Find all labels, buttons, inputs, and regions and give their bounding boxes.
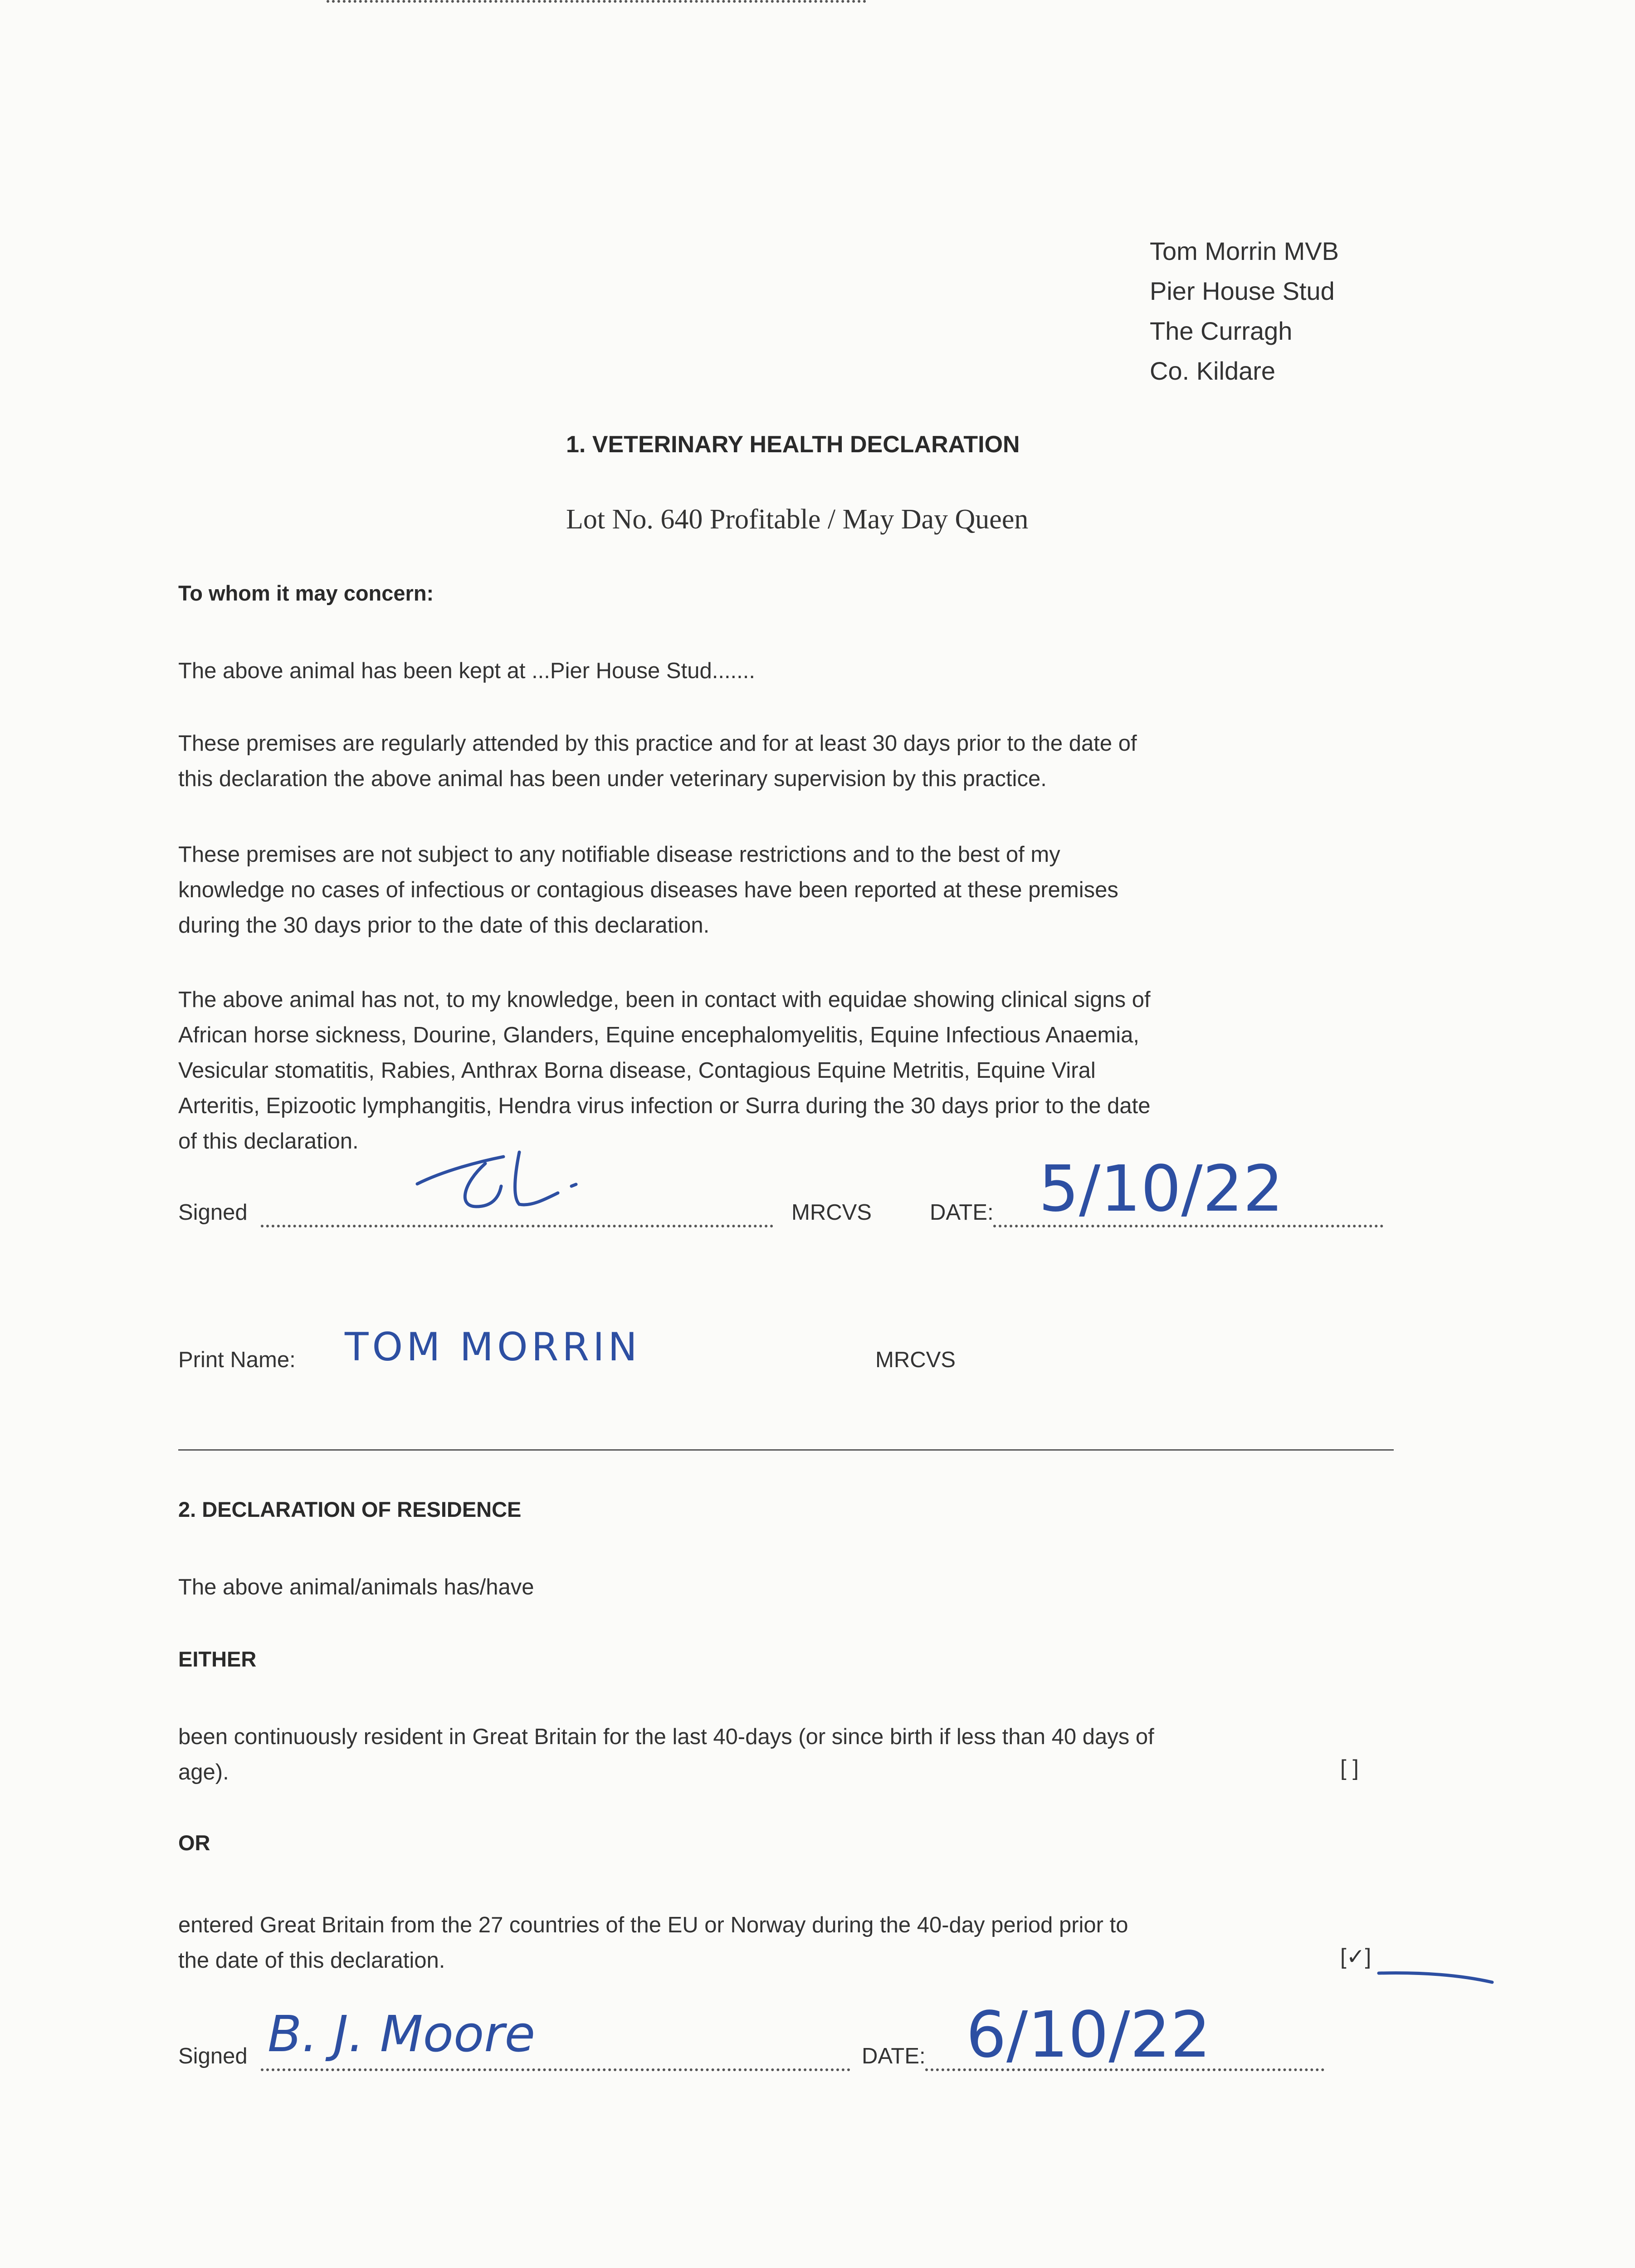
para-restrictions-line: knowledge no cases of infectious or contagious diseases have been reported at these premises (178, 878, 1118, 902)
para-contact-line: The above animal has not, to my knowledge, been in contact with equidae showing clinical signs of (178, 987, 1151, 1012)
para-kept-at-text: The above animal has been kept at ...Pier House Stud....... (178, 659, 756, 683)
para-kept-at (178, 653, 1403, 689)
option2-line: entered Great Britain from the 27 countries of the EU or Norway during the 40-day period prior to (178, 1913, 1128, 1937)
para-attendance-line: These premises are regularly attended by this practice and for at least 30 days prior to the date of (178, 731, 1137, 756)
address-line-4: Co. Kildare (1150, 357, 1276, 385)
print-name-value: TOM MORRIN (345, 1325, 641, 1370)
section-divider (178, 1449, 1394, 1451)
mrcvs-label: MRCVS (791, 1200, 872, 1225)
para-contact-line: Arteritis, Epizootic lymphangitis, Hendra virus infection or Surra during the 30 days prior to the date (178, 1094, 1151, 1118)
vet-date: 5/10/22 (1039, 1152, 1284, 1226)
option1-text (178, 1719, 1403, 1790)
option2-line: the date of this declaration. (178, 1948, 445, 1973)
print-name-label: Print Name: (178, 1348, 296, 1372)
resident-signature: B. J. Moore (268, 2005, 536, 2063)
para-restrictions (178, 837, 1403, 943)
option2-text (178, 1907, 1403, 1978)
or-label: OR (178, 1831, 210, 1855)
lot-line: Lot No. 640 Profitable / May Day Queen (566, 504, 1029, 535)
section1-title: 1. VETERINARY HEALTH DECLARATION (566, 431, 1020, 458)
para-restrictions-line: during the 30 days prior to the date of this declaration. (178, 913, 710, 938)
residence-intro (178, 1569, 1403, 1605)
address-line-3: The Curragh (1150, 317, 1293, 345)
para-contact-line: of this declaration. (178, 1129, 359, 1154)
option2-checkbox[interactable]: [✓] (1340, 1945, 1371, 1969)
print-mrcvs-label: MRCVS (875, 1348, 956, 1372)
para-attendance (178, 726, 1403, 797)
address-line-1: Tom Morrin MVB (1150, 237, 1339, 265)
vet-signature (408, 1143, 612, 1234)
option1-line: been continuously resident in Great Britain for the last 40-days (or since birth if less than 40 days of (178, 1725, 1154, 1749)
check-stroke (1379, 1969, 1497, 1987)
date-label-2: DATE: (862, 2044, 926, 2068)
resident-date: 6/10/22 (966, 1998, 1211, 2072)
address-block (1150, 231, 1339, 391)
option1-checkbox[interactable]: [ ] (1340, 1756, 1359, 1780)
option1-line: age). (178, 1760, 229, 1784)
para-contact-line: African horse sickness, Dourine, Glanders, Equine encephalomyelitis, Equine Infectious Anaemia, (178, 1023, 1140, 1047)
signature-line-2 (261, 2068, 850, 2071)
signed-label-2: Signed (178, 2044, 248, 2068)
print-name-line (327, 0, 866, 3)
para-contact-line: Vesicular stomatitis, Rabies, Anthrax Borna disease, Contagious Equine Metritis, Equine Viral (178, 1058, 1096, 1083)
either-label: EITHER (178, 1647, 257, 1671)
para-attendance-line: this declaration the above animal has been under veterinary supervision by this practice. (178, 767, 1047, 791)
signed-label: Signed (178, 1200, 248, 1225)
residence-intro-text: The above animal/animals has/have (178, 1575, 534, 1599)
section2-title: 2. DECLARATION OF RESIDENCE (178, 1497, 522, 1521)
date-label: DATE: (930, 1200, 994, 1225)
para-contact (178, 982, 1403, 1159)
salutation: To whom it may concern: (178, 581, 434, 605)
address-line-2: Pier House Stud (1150, 277, 1335, 305)
para-restrictions-line: These premises are not subject to any notifiable disease restrictions and to the best of my (178, 842, 1060, 867)
